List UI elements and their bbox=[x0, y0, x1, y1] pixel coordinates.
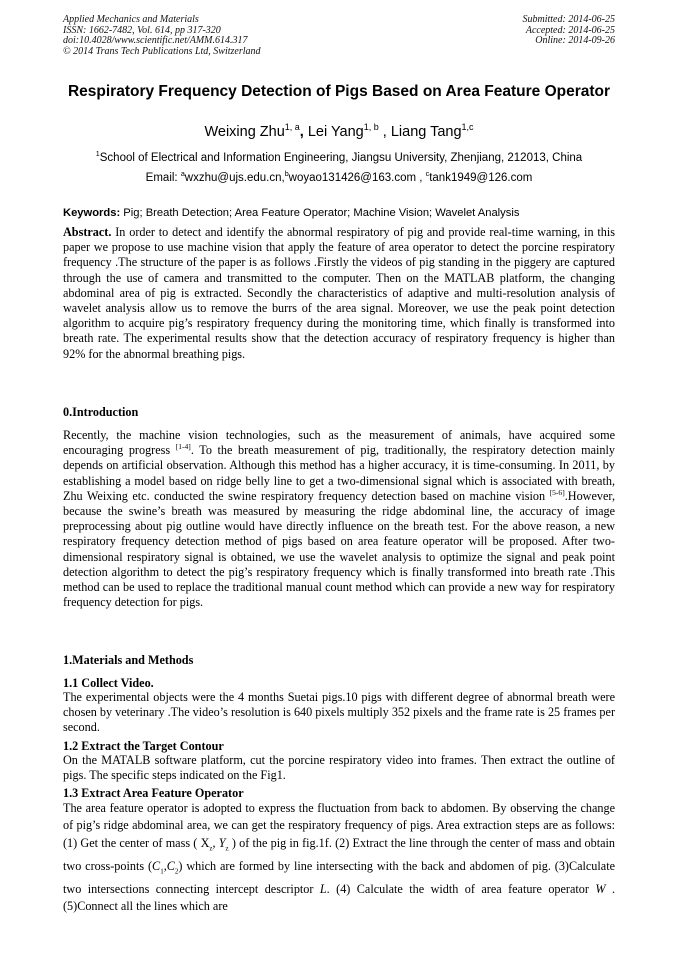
journal-info bbox=[63, 15, 261, 57]
email-address: woyao131426@163.com , bbox=[288, 172, 426, 184]
intro-text: .However, because the swine’s breath was measured by measuring the ridge abdominal line, the accuracy of image preprocessing about pig outline would have directly influence on the breath test. For the above reason, a new respiratory frequency detection method of pigs based on area feature operator will be proposed. After two-dimensional respiratory signal is obtained, we use the wavelet analysis to optimize the signal and peak point detection algorithm to detect the pig’s respiratory frequency which is finally transformed into breath rate .This method can be used to replace the traditional manual count method which can provide a new way for respiratory frequency detection for pigs. bbox=[63, 488, 615, 610]
math-symbol: C bbox=[166, 858, 175, 873]
keywords bbox=[63, 207, 615, 219]
method-text: The area feature operator is adopted to express the fluctuation from back to abdomen. By observing the change of pig’s ridge abdominal area, we can get the respiratory frequency of pigs. Area extraction steps are as follows: (1) Get the center of mass ( X bbox=[63, 801, 615, 850]
method-text: , Y bbox=[212, 835, 226, 850]
author-name: Liang Tang bbox=[390, 124, 462, 140]
method-text: ) which are formed by line intersecting with the back and abdomen of pig. (3)Calculate two intersections connecting intercept descriptor bbox=[63, 858, 615, 896]
subsection-heading-target-contour: 1.2 Extract the Target Contour bbox=[63, 739, 224, 753]
journal-doi: doi:10.4028/www.scientific.net/AMM.614.317 bbox=[63, 35, 248, 46]
journal-copyright: © 2014 Trans Tech Publications Ltd, Switzerland bbox=[63, 45, 261, 57]
author-name: Lei Yang bbox=[307, 124, 364, 140]
author-name: Weixing Zhu bbox=[204, 124, 285, 140]
paper-title: Respiratory Frequency Detection of Pigs Based on Area Feature Operator bbox=[67, 83, 611, 100]
subscript: 2 bbox=[174, 867, 179, 876]
author-sup: 1, a bbox=[284, 122, 300, 133]
email-sup: a bbox=[180, 170, 185, 179]
subsection-heading-collect-video: 1.1 Collect Video. bbox=[63, 676, 154, 690]
online-date: Online: 2014-09-26 bbox=[535, 35, 615, 46]
introduction-paragraph bbox=[63, 428, 615, 610]
email-label: Email: bbox=[145, 172, 181, 184]
subscript: 1 bbox=[160, 867, 164, 876]
method-text: , bbox=[163, 858, 167, 873]
target-contour-paragraph: On the MATALB software platform, cut the porcine respiratory video into frames. Then extract the outline of pigs. The specific steps indicated on the Fig1. bbox=[63, 753, 615, 783]
citation: [1-4] bbox=[175, 442, 191, 452]
citation: [5-6] bbox=[549, 487, 565, 497]
section-heading-methods: 1.Materials and Methods bbox=[63, 653, 194, 667]
author-sup: 1,c bbox=[461, 122, 474, 133]
author-sup: 1, b bbox=[363, 122, 379, 133]
email-address: wxzhu@ujs.edu.cn, bbox=[184, 172, 285, 184]
journal-name: Applied Mechanics and Materials bbox=[63, 14, 199, 25]
method-text: ) of the pig in fig.1f. (2) Extract the line through the center of mass and obtain two cross-points ( bbox=[63, 835, 615, 873]
subsection-heading-area-feature: 1.3 Extract Area Feature Operator bbox=[63, 786, 244, 800]
email-address: tank1949@126.com bbox=[429, 172, 533, 184]
intro-text: . To the breath measurement of pig, traditionally, the respiratory detection mainly depends on artificial observation. Although this method has a higher accuracy, it is time-consuming. In 2011, by establishing a model based on ridge belly line to get a two-dimensional signal which is associated with breath, Zhu Weixing etc. conducted the swine respiratory frequency detection based on machine vision bbox=[63, 443, 616, 503]
abstract-text: In order to detect and identify the abnormal respiratory of pig and provide real-time warning, in this paper we propose to use machine vision that apply the feature of area operator to detect the porcine respiratory frequency .The structure of the paper is as follows .Firstly the videos of pig standing in the piggery are captured through the use of camera and transmitted to the computer. Then on the MATLAB platform, the changing abdominal area of pig is extracted. Secondly the characteristics of adaptive and multi-resolution analysis of wavelet analysis allow us to remove the burrs of the area signal. Moreover, we use the peak point detection algorithm to acquire pig’s respiratory frequency during the monitoring time, which finally is transformed into breath rate. The experimental results show that the detection accuracy of respiratory frequency is higher than 92% for the abnormal breathing pigs. bbox=[63, 225, 615, 361]
section-heading-introduction: 0.Introduction bbox=[63, 405, 139, 419]
affiliation-text: School of Electrical and Information Engineering, Jiangsu University, Zhenjiang, 212013, China bbox=[99, 152, 583, 164]
author-separator: , bbox=[378, 124, 391, 140]
method-text: . (4) Calculate the width of area feature operator bbox=[326, 881, 596, 896]
email-sup: b bbox=[284, 170, 289, 179]
subscript: z bbox=[209, 844, 213, 853]
math-symbol: W bbox=[595, 881, 606, 896]
subscript: z bbox=[225, 844, 229, 853]
intro-text: Recently, the machine vision technologies, such as the measurement of animals, have acquired some encouraging progress bbox=[63, 428, 615, 458]
math-symbol: C bbox=[152, 858, 161, 873]
keywords-label: Keywords: bbox=[63, 207, 121, 219]
email-sup: c bbox=[425, 170, 430, 179]
submitted-date: Submitted: 2014-06-25 bbox=[522, 14, 615, 25]
area-feature-paragraph bbox=[63, 800, 615, 915]
abstract-label: Abstract. bbox=[63, 225, 112, 239]
method-text: . (5)Connect all the lines which are bbox=[63, 881, 616, 913]
keywords-text: Pig; Breath Detection; Area Feature Operator; Machine Vision; Wavelet Analysis bbox=[120, 207, 520, 219]
math-symbol: L bbox=[319, 881, 327, 896]
journal-issn: ISSN: 1662-7482, Vol. 614, pp 317-320 bbox=[63, 24, 221, 36]
abstract bbox=[63, 225, 615, 362]
author-list bbox=[63, 124, 615, 140]
accepted-date: Accepted: 2014-06-25 bbox=[525, 24, 615, 36]
affiliation-sup: 1 bbox=[95, 150, 100, 159]
affiliation bbox=[63, 152, 615, 164]
submission-dates bbox=[523, 15, 616, 47]
email-line bbox=[63, 172, 615, 184]
author-separator: , bbox=[299, 124, 308, 140]
collect-video-paragraph: The experimental objects were the 4 months Suetai pigs.10 pigs with different degree of abnormal breath were chosen by veterinary .The video’s resolution is 640 pixels multiply 352 pixels and the frame rate is 25 frames per second. bbox=[63, 690, 615, 735]
